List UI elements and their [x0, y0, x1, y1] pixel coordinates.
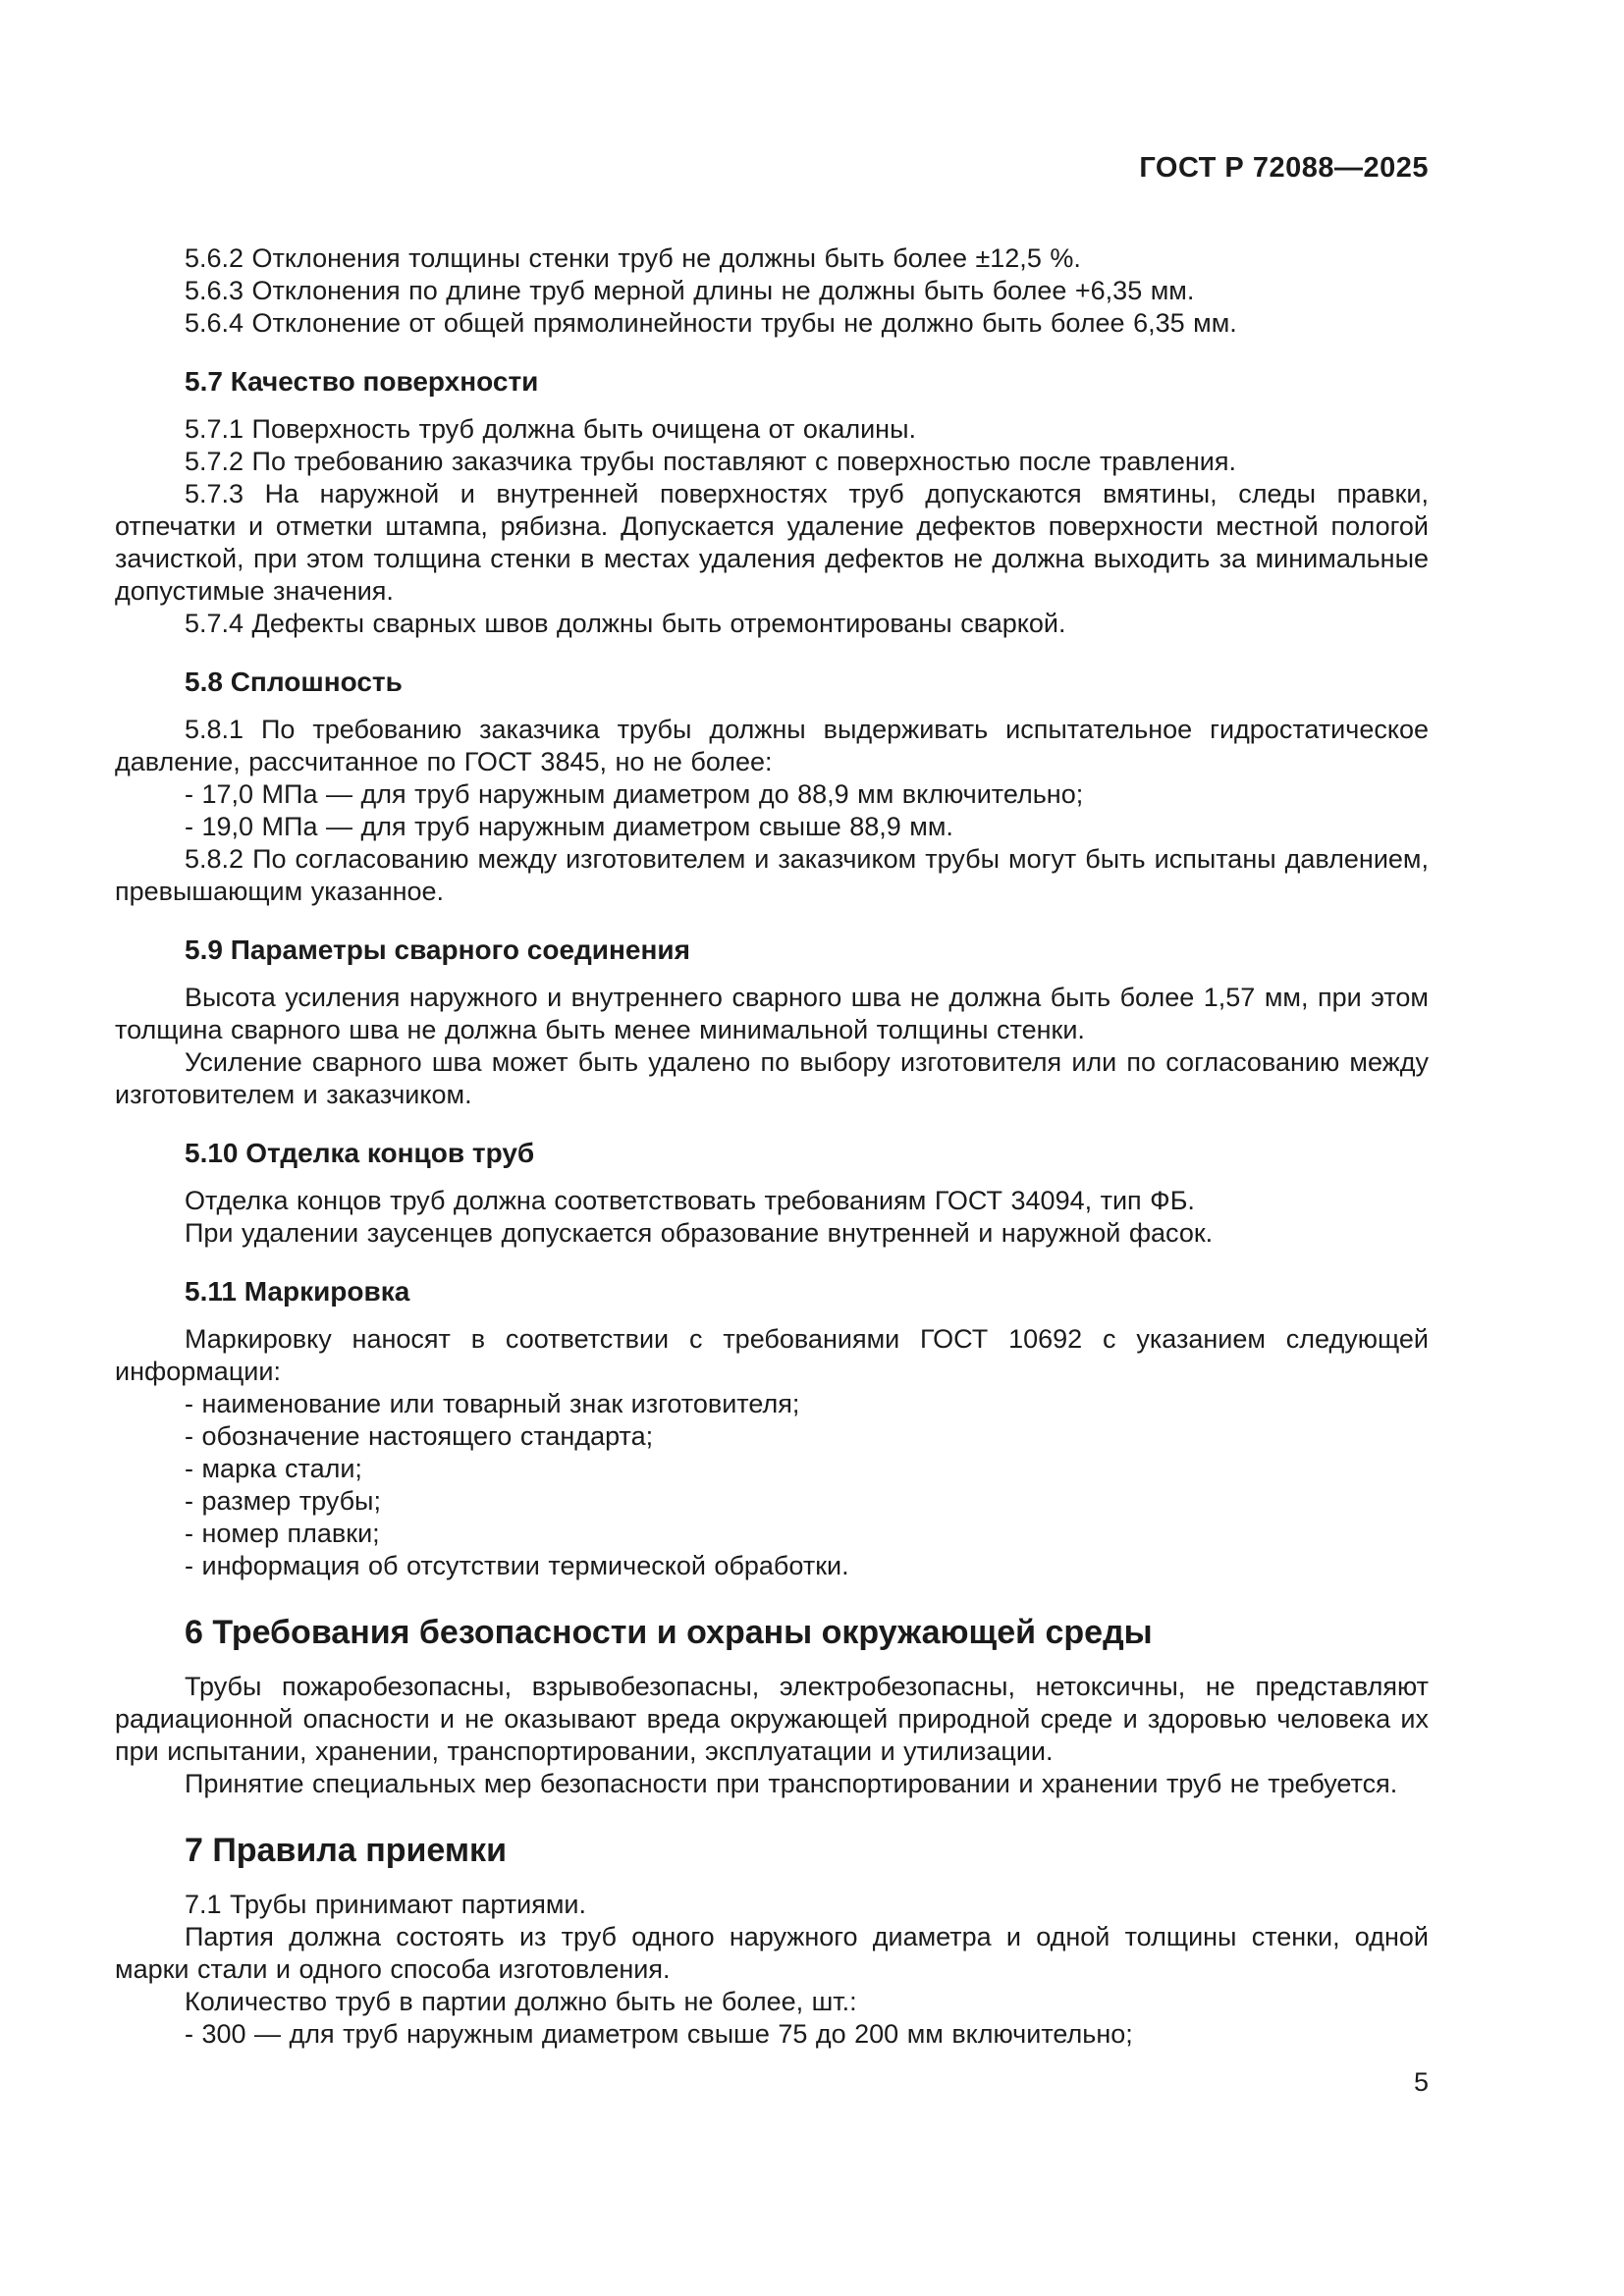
paragraph: 7.1 Трубы принимают партиями. [185, 1890, 586, 1919]
paragraph: - 300 — для труб наружным диаметром свыше 75 до 200 мм включительно; [185, 2019, 1133, 2049]
paragraph: Усиление сварного шва может быть удалено по выбору изготовителя или по согласованию между изготовителем и заказчиком. [115, 1047, 1429, 1109]
paragraph: Принятие специальных мер безопасности при транспортировании и хранении труб не требуется. [185, 1769, 1398, 1798]
subsection-heading: 5.9 Параметры сварного соединения [185, 934, 690, 965]
paragraph: Трубы пожаробезопасны, взрывобезопасны, электробезопасны, нетоксичны, не представляют радиационной опасности и не оказывают вреда окружающей природной среде и здоровью человека их при испытании, хранении, транспортировании, эксплуатации и утилизации. [115, 1672, 1429, 1766]
document-body [115, 242, 1429, 2051]
subsection-heading: 5.10 Отделка концов труб [185, 1138, 535, 1168]
standard-designation: ГОСТ Р 72088—2025 [1139, 152, 1429, 184]
section-heading: 7 Правила приемки [185, 1832, 507, 1869]
paragraph: 5.7.1 Поверхность труб должна быть очищена от окалины. [185, 414, 916, 444]
subsection-heading: 5.8 Сплошность [185, 667, 403, 697]
paragraph: - информация об отсутствии термической обработки. [185, 1551, 849, 1580]
subsection-heading: 5.11 Маркировка [185, 1276, 410, 1307]
paragraph: - 17,0 МПа — для труб наружным диаметром до 88,9 мм включительно; [185, 779, 1084, 809]
page-number: 5 [1413, 2067, 1429, 2097]
paragraph: - марка стали; [185, 1454, 362, 1483]
paragraph: Маркировку наносят в соответствии с требованиями ГОСТ 10692 с указанием следующей информации: [115, 1324, 1429, 1386]
paragraph: 5.6.2 Отклонения толщины стенки труб не должны быть более ±12,5 %. [185, 243, 1081, 273]
paragraph: 5.6.4 Отклонение от общей прямолинейности трубы не должно быть более 6,35 мм. [185, 308, 1237, 338]
paragraph: - номер плавки; [185, 1519, 380, 1548]
page-content [115, 152, 1429, 2051]
paragraph: Отделка концов труб должна соответствовать требованиям ГОСТ 34094, тип ФБ. [185, 1186, 1195, 1215]
section-heading: 6 Требования безопасности и охраны окружающей среды [185, 1614, 1153, 1651]
paragraph: При удалении заусенцев допускается образование внутренней и наружной фасок. [185, 1218, 1214, 1248]
paragraph: 5.7.4 Дефекты сварных швов должны быть отремонтированы сваркой. [185, 609, 1066, 638]
paragraph: Количество труб в партии должно быть не более, шт.: [185, 1987, 857, 2016]
paragraph: Высота усиления наружного и внутреннего сварного шва не должна быть более 1,57 мм, при этом толщина сварного шва не должна быть менее минимальной толщины стенки. [115, 983, 1429, 1044]
paragraph: Партия должна состоять из труб одного наружного диаметра и одной толщины стенки, одной марки стали и одного способа изготовления. [115, 1922, 1429, 1984]
paragraph: 5.6.3 Отклонения по длине труб мерной длины не должны быть более +6,35 мм. [185, 276, 1195, 305]
paragraph: - наименование или товарный знак изготовителя; [185, 1389, 800, 1418]
paragraph: - обозначение настоящего стандарта; [185, 1421, 654, 1451]
paragraph: 5.8.2 По согласованию между изготовителем и заказчиком трубы могут быть испытаны давлением, превышающим указанное. [115, 844, 1429, 906]
paragraph: - 19,0 МПа — для труб наружным диаметром свыше 88,9 мм. [185, 812, 953, 841]
paragraph: 5.7.2 По требованию заказчика трубы поставляют с поверхностью после травления. [185, 447, 1236, 476]
paragraph: 5.7.3 На наружной и внутренней поверхностях труб допускаются вмятины, следы правки, отпечатки и отметки штампа, рябизна. Допускается удаление дефектов поверхности местной пологой зачисткой, при этом толщина стенки в местах удаления дефектов не должна выходить за минимальные допустимые значения. [115, 479, 1429, 606]
paragraph: 5.8.1 По требованию заказчика трубы должны выдерживать испытательное гидростатическое давление, рассчитанное по ГОСТ 3845, но не более: [115, 715, 1429, 776]
subsection-heading: 5.7 Качество поверхности [185, 366, 539, 397]
paragraph: - размер трубы; [185, 1486, 381, 1516]
